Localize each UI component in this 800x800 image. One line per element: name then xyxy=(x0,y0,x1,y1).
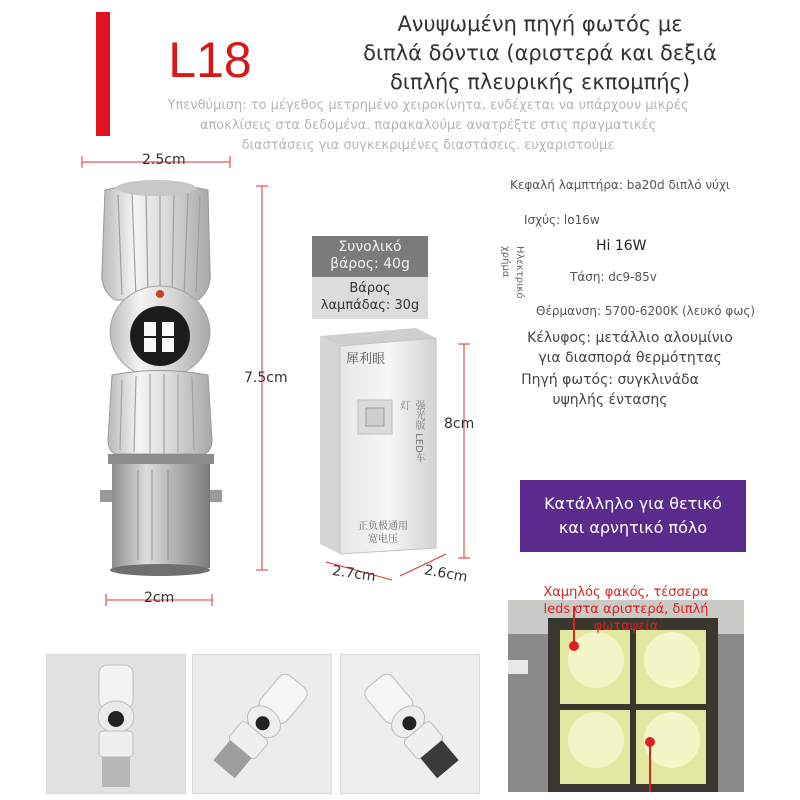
size-reminder xyxy=(118,96,738,156)
spec-light-source xyxy=(490,370,730,410)
spec-voltage: Τάση: dc9-85v xyxy=(570,270,657,284)
closeup-caption-line: leds στα αριστερά, διπλή xyxy=(543,602,709,617)
spec-light-source-line: υψηλής έντασης xyxy=(552,392,668,408)
dim-box-height: 8cm xyxy=(444,416,475,432)
weight-lamp-value: λαμπάδας: 30g xyxy=(320,298,420,313)
polarity-badge xyxy=(520,480,746,552)
weight-lamp xyxy=(312,277,428,319)
spec-power: Ισχύς: lo16w xyxy=(524,213,600,227)
spec-color-temp: Θέρμανση: 5700-6200K (λευκό φως) xyxy=(536,304,756,318)
weight-lamp-label: Βάρος xyxy=(349,281,391,296)
package-bottom-text xyxy=(338,520,428,546)
dim-bulb-height: 7.5cm xyxy=(244,370,288,386)
weight-box xyxy=(312,236,428,316)
reminder-line: αποκλίσεις στα δεδομένα. παρακαλούμε ανατρέξτε στις πραγματικές xyxy=(199,118,657,133)
closeup-caption-line: φωταψεία xyxy=(593,619,659,634)
dim-box-width: 2.7cm xyxy=(331,563,377,585)
closeup-caption-line: Χαμηλός φακός, τέσσερα xyxy=(543,585,709,600)
title-line: διπλά δόντια (αριστερά και δεξιά xyxy=(363,41,717,65)
product-title xyxy=(330,10,750,97)
dim-bulb-base-width: 2cm xyxy=(144,590,175,606)
spec-hi-power: Hi 16W xyxy=(596,238,647,254)
title-line: διπλής πλευρικής εκπομπής) xyxy=(389,70,691,94)
thumbnail-side xyxy=(192,654,332,794)
dim-bulb-top-width: 2.5cm xyxy=(142,152,186,168)
closeup-caption xyxy=(508,584,744,635)
model-label: L18 xyxy=(168,32,252,88)
spec-shell-line: Κέλυφος: μετάλλιο αλουμίνιο xyxy=(527,330,733,346)
thumbnail-bulb-tilted xyxy=(193,655,331,793)
package-brand: 犀利眼 xyxy=(346,352,386,367)
spec-light-source-line: Πηγή φωτός: συγκλινάδα xyxy=(521,372,699,388)
package-bottom-line: 正负极通用 xyxy=(358,521,408,532)
red-accent-bar xyxy=(96,12,110,136)
title-line: Ανυψωμένη πηγή φωτός με xyxy=(397,12,683,36)
package-bottom-line: 宽电压 xyxy=(368,534,398,545)
spec-lamp-head: Κεφαλή λαμπτήρα: ba20d διπλό νύχι xyxy=(510,178,730,192)
thumbnail-bulb-angled xyxy=(341,655,479,793)
spec-shell xyxy=(505,328,755,368)
spec-vertical-label: Ηλεκτρικό χρήμα xyxy=(500,246,525,299)
thumbnail-bulb-upright xyxy=(47,655,185,793)
package-side-text: 强光版 LED车灯 xyxy=(398,400,424,463)
reminder-line: Υπενθύμιση: το μέγεθος μετρημένο χειροκίνητα, ενδέχεται να υπάρχουν μικρές xyxy=(167,98,689,113)
thumbnail-front xyxy=(46,654,186,794)
weight-total-label: Συνολικό xyxy=(338,239,402,255)
polarity-line: και αρνητικό πόλο xyxy=(558,518,708,537)
reminder-line: διαστάσεις για συγκεκριμένες διαστάσεις. ευχαριστούμε xyxy=(241,138,615,153)
dim-box-depth: 2.6cm xyxy=(422,562,469,586)
thumbnail-angle xyxy=(340,654,480,794)
polarity-line: Κατάλληλο για θετικό xyxy=(544,494,722,513)
spec-shell-line: για διασπορά θερμότητας xyxy=(538,350,722,366)
weight-total-value: βάρος: 40g xyxy=(330,256,410,272)
